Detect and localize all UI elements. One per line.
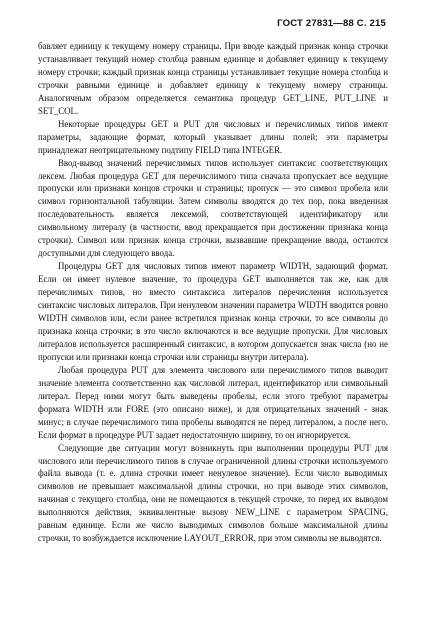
paragraph-put-output: Любая процедура PUT для элемента числового или перечислимого типов выводит значение элемента соответственно как числовой литерал, идентификатор или символьный литерал. Перед ними могут быть выведены пробелы, если этого требуют параметры формата WIDTH или FORE (это описано ниже), и для отрицательных значений - знак минус; в случае перечислимого типа пробелы выводятся не перед литералом, а после него. Если формат в процедуре PUT задает недостаточную ширину, то он игнорируется. <box>38 364 388 440</box>
paragraph-enumeration-io: Ввод-вывод значений перечислимых типов использует синтаксис соответствующих лексем. Любая процедура GET для перечислимого типа сначала пропускает все ведущие пропуски или признаки концов строчки и страницы; пропуск — это символ пробела или символ горизонтальной табуляции. Затем символы вводятся до тех пор, пока введенная последовательность является лексемой, соответствующей идентификатору или символьному литералу (в частности, ввод прекращается при достижении признака конца строчки). Символ или признак конца строчки, вызвавшие прекращение ввода, остаются доступными для следующего ввода. <box>38 157 388 259</box>
paragraph-line-length: Следующие две ситуации могут возникнуть при выполнении процедуры PUT для числового или перечислимого типов в случае ограниченной длины строчки используемого файла вывода (т. е. длина строчки имеет ненулевое значение). Если число выводимых символов не превышает максимальной длины строчки, но при выводе этих символов, начиная с текущего столбца, они не помещаются в текущей строчке, то перед их выводом выполняются действия, эквивалентные вызову NEW_LINE с параметром SPACING, равным единице. Если же число выводимых символов больше максимальной длины строчки, то возбуждается исключение LAYOUT_ERROR, при этом символы не выводятся. <box>38 442 388 544</box>
paragraph-numeric-get: Процедуры GET для числовых типов имеют параметр WIDTH, задающий формат. Если он имеет нулевое значение, то процедура GET выполняется так же, как для перечислимых типов, но вместо синтаксиса литералов перечисления используется синтаксис числовых литералов. При ненулевом значении параметра WIDTH вводится ровно WIDTH символов или, если ранее встретился признак конца строчки, то все символы до признака конца строчки; в это число включаются и все ведущие пропуски. Для числовых литералов используется расширенный синтаксис, в котором допускается знак числа (но не пропуски или признаки конца строчки или страницы внутри литерала). <box>38 261 388 362</box>
paragraph-format-parameters: Некоторые процедуры GET и PUT для числовых и перечислимых типов имеют параметры, задающие формат, который указывает длины полей; эти параметры принадлежат неотрицательному подтипу FIELD типа INTEGER. <box>38 118 388 155</box>
paragraph-continuation: бавляет единицу к текущему номеру страницы. При вводе каждый признак конца строчки устанавливает текущий номер столбца равным единице и добавляет единицу к текущему номеру строчки; каждый признак конца страницы устанавливает текущие номера столбца и строчки равными единице и добавляет единицу к текущему номеру страницы. Аналогичным образом определяется семантика процедур GET_LINE, PUT_LINE и SET_COL. <box>38 41 388 116</box>
page-header: ГОСТ 27831—88 С. 215 <box>277 18 386 29</box>
page-body <box>38 40 388 545</box>
